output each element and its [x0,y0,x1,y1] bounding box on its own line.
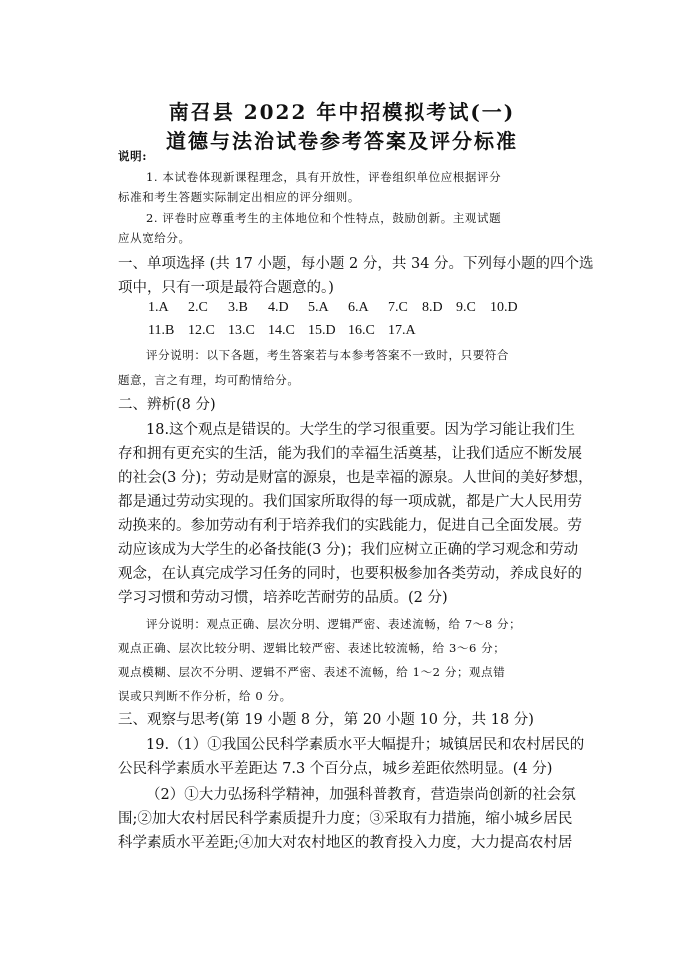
answer-item: 9.C [456,300,476,315]
q19-part2-line: 科学素质水平差距;④加大对农村地区的教育投入力度，大力提高农村居 [118,835,573,851]
answer-item: 5.A [308,300,329,315]
answer-item: 17.A [388,323,416,338]
answer-item: 1.A [148,300,169,315]
answer-row-2 [148,321,428,341]
section2-note: 评分说明：观点正确、层次分明、逻辑严密、表述流畅，给 7～8 分； [146,617,522,631]
section1-heading: 一、单项选择 (共 17 小题，每小题 2 分，共 34 分。下列每小题的四个选 [118,256,594,272]
section2-note: 观点正确、层次比较分明、逻辑比较严密、表述比较流畅，给 3～6 分； [118,641,506,655]
section2-note: 误或只判断不作分析，给 0 分。 [118,689,292,703]
answer-item: 15.D [308,323,336,338]
section2-note: 观点模糊、层次不分明、逻辑不严密、表述不流畅，给 1～2 分；观点错 [118,665,506,679]
answer-item: 14.C [268,323,295,338]
section2-body-line: 动应该成为大学生的必备技能(3 分)；我们应树立正确的学习观念和劳动 [118,542,579,558]
section2-body-line: 18.这个观点是错误的。大学生的学习很重要。因为学习能让我们生 [146,422,576,438]
answer-item: 16.C [348,323,375,338]
document-title: 南召县 2022 年中招模拟考试(一) [168,100,516,124]
answer-item: 4.D [268,300,289,315]
section2-body-line: 的社会(3 分)；劳动是财富的源泉，也是幸福的源泉。人世间的美好梦想， [118,470,593,486]
answer-item: 11.B [148,323,175,338]
section2-heading: 二、辨析(8 分) [118,397,216,413]
section1-heading: 项中，只有一项是最符合题意的。) [118,280,334,296]
explain-line: 标准和考生答题实际制定出相应的评分细则。 [118,190,360,204]
answer-item: 12.C [188,323,215,338]
section1-note: 评分说明：以下各题，考生答案若与本参考答案不一致时，只要符合 [146,348,509,362]
section3-heading: 三、观察与思考(第 19 小题 8 分，第 20 小题 10 分，共 18 分) [118,712,534,728]
explain-line: 2. 评卷时应尊重考生的主体地位和个性特点，鼓励创新。主观试题 [146,211,502,225]
answer-item: 2.C [188,300,208,315]
answer-item: 3.B [228,300,248,315]
q19-part2-line: （2）①大力弘扬科学精神，加强科普教育，营造崇尚创新的社会氛 [146,787,576,803]
explain-heading: 说明: [118,149,148,163]
q19-part2-line: 围;②加大农村居民科学素质提升力度；③采取有力措施，缩小城乡居民 [118,811,573,827]
section2-body-line: 学习习惯和劳动习惯，培养吃苦耐劳的品质。(2 分) [118,590,448,606]
q19-part1-line: 19.（1）①我国公民科学素质水平大幅提升；城镇居民和农村居民的 [146,737,585,753]
answer-item: 8.D [422,300,443,315]
q19-part1-line: 公民科学素质水平差距达 7.3 个百分点，城乡差距依然明显。(4 分) [118,761,553,777]
section2-body-line: 动换来的。参加劳动有利于培养我们的实践能力，促进自己全面发展。劳 [118,518,582,534]
answer-item: 13.C [228,323,255,338]
explain-line: 应从宽给分。 [118,231,191,245]
answer-item: 10.D [490,300,518,315]
document-subtitle: 道德与法治试卷参考答案及评分标准 [166,129,518,153]
explain-line: 1. 本试卷体现新课程理念，具有开放性，评卷组织单位应根据评分 [146,170,502,184]
section2-body-line: 观念，在认真完成学习任务的同时，也要积极参加各类劳动，养成良好的 [118,566,582,582]
answer-item: 6.A [348,300,369,315]
section2-body-line: 存和拥有更充实的生活，能为我们的幸福生活奠基，让我们适应不断发展 [118,446,582,462]
section2-body-line: 都是通过劳动实现的。我们国家所取得的每一项成就，都是广大人民用劳 [118,494,582,510]
answer-item: 7.C [388,300,408,315]
answer-row-1 [148,298,530,318]
section1-note: 题意，言之有理，均可酌情给分。 [118,373,300,387]
